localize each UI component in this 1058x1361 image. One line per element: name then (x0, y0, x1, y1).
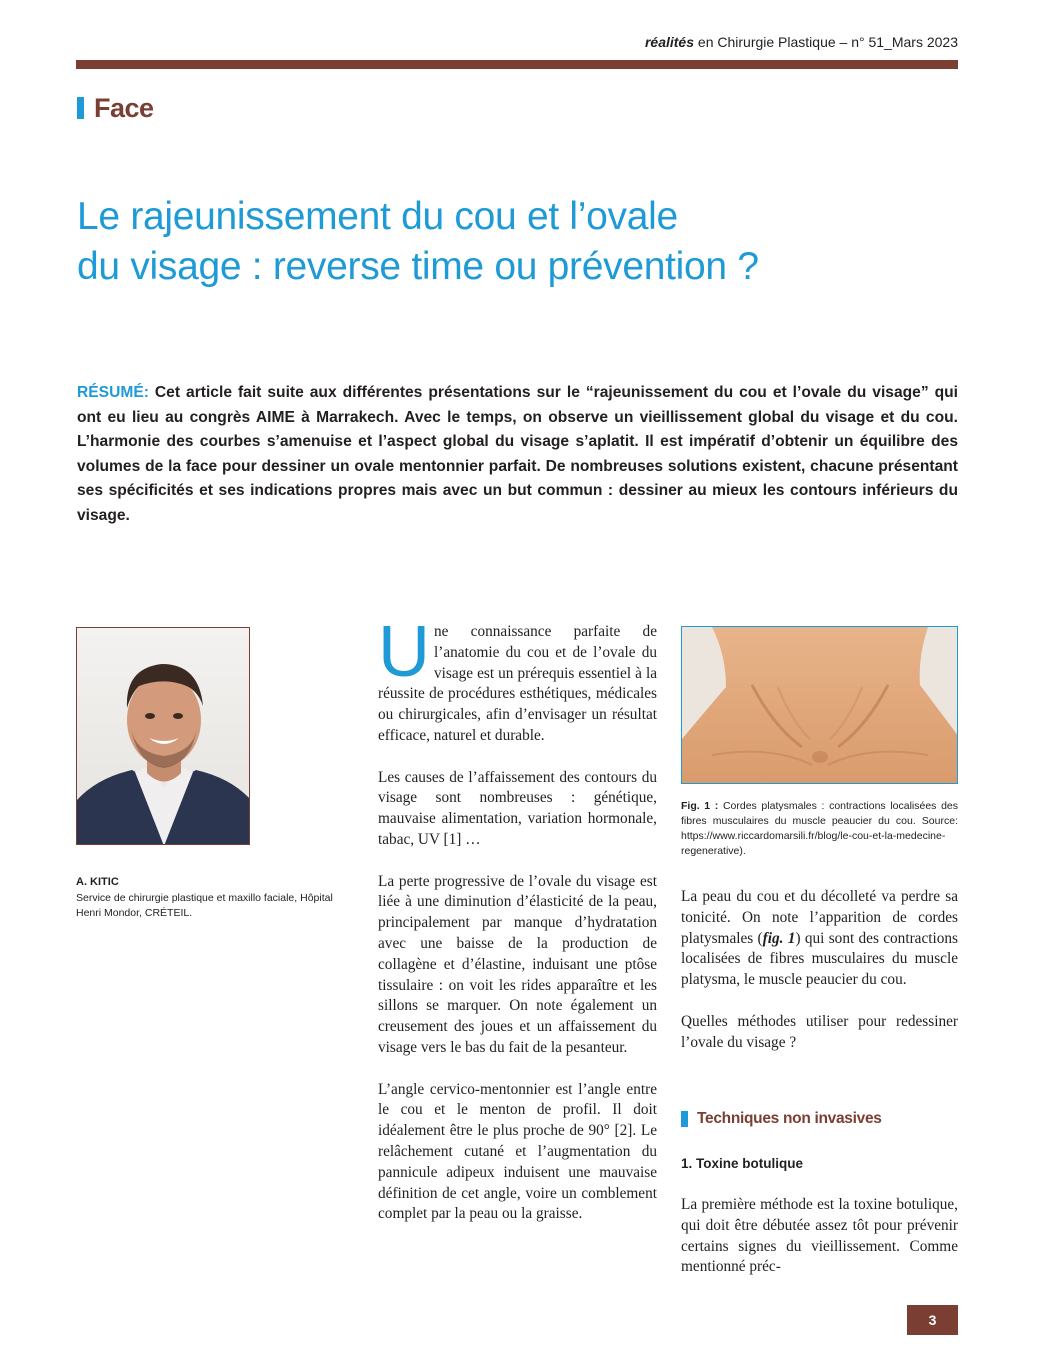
right-paragraph-2: Quelles méthodes utiliser pour redessiner l’ovale du visage ? (681, 1012, 958, 1051)
sub-subheading-toxine: 1. Toxine botulique (681, 1156, 804, 1171)
subheading-marker (681, 1111, 688, 1127)
figure-caption-text: Cordes platysmales : contractions localisées des fibres musculaires du muscle peaucier du cou. Source: https://www.riccardomarsili.fr/blog/le-cou-et-la-medecine-regenerative). (681, 800, 958, 857)
subheading-label: Techniques non invasives (697, 1110, 882, 1127)
right-paragraph-1-a: La peau du cou et du décolleté va perdre sa tonicité. On note l’apparition de cordes platysmales ( (681, 888, 958, 947)
article-title (77, 192, 977, 292)
section-tag (77, 92, 154, 124)
section-marker (77, 97, 84, 119)
body-paragraph (378, 612, 657, 747)
body-column-middle (378, 612, 657, 1246)
title-line-1: Le rajeunissement du cou et l’ovale (77, 195, 678, 238)
neck-illustration (682, 627, 958, 784)
abstract (77, 381, 958, 528)
figure-1-caption (681, 799, 958, 859)
figure-reference-link[interactable]: fig. 1 (762, 929, 796, 947)
journal-header (80, 34, 958, 50)
author-affiliation: Service de chirurgie plastique et maxillo faciale, Hôpital Henri Mondor, CRÉTEIL. (76, 892, 333, 919)
figure-label: Fig. 1 : (681, 800, 719, 812)
right-paragraph-3: La première méthode est la toxine botulique, qui doit être débutée assez tôt pour prévenir certains signes du vieillissement. Comme mentionné préc- (681, 1196, 958, 1276)
journal-issue: en Chirurgie Plastique – n° 51_Mars 2023 (694, 34, 958, 50)
body-column-right (681, 887, 958, 1074)
title-line-2: du visage : reverse time ou prévention ? (77, 245, 759, 288)
author-name: A. KITIC (76, 876, 119, 888)
author-photo (76, 627, 250, 845)
journal-name: réalités (644, 34, 695, 50)
subheading-techniques (681, 1110, 882, 1128)
top-rule (76, 60, 958, 69)
right-paragraph-1-b: ) qui sont des contractions localisées de fibres musculaires du muscle platysma, le muscle peaucier du cou. (681, 929, 959, 989)
body-paragraph-4: L’angle cervico-mentonnier est l’angle entre le cou et le menton de profil. Il doit idéalement être le plus proche de 90° [2]. Le relâchement cutané et l’augmentation du pannicule adipeux induisent une mauvaise définition de cet angle, voire un comblement complet par la peau ou la graisse. (378, 1080, 657, 1223)
abstract-lead: RÉSUMÉ: (77, 384, 149, 401)
body-paragraph-3: La perte progressive de l’ovale du visage est liée à une diminution d’élasticité de la peau, principalement par manque d’hydratation avec une baisse de la production de collagène et d’élastine, induisant une ptôse tissulaire : on voit les rides apparaître et les sillons se marquer. On note également un creusement des joues et un affaissement du visage vers le bas du fait de la pesanteur. (378, 872, 657, 1056)
body-paragraph-2: Les causes de l’affaissement des contours du visage sont nombreuses : génétique, mauvaise alimentation, variation hormonale, tabac, UV [1] … (378, 768, 657, 848)
author-portrait-illustration (77, 628, 250, 845)
abstract-text: Cet article fait suite aux différentes présentations sur le “rajeunissement du cou et l’ovale du visage” qui ont eu lieu au congrès AIME à Marrakech. Avec le temps, on observe un vieillissement global du visage et du cou. L’harmonie des courbes s’amenuise et l’aspect global du visage s’aplatit. Il est impératif d’obtenir un équilibre des volumes de la face pour dessiner un ovale mentonnier parfait. De nombreuses solutions existent, chacune présentant ses spécificités et ses indications propres mais avec un but commun : dessiner au mieux les contours inférieurs du visage. (77, 384, 958, 524)
drop-cap: U (378, 612, 430, 692)
body-paragraph-1-text: ne connaissance parfaite de l’anatomie du cou et de l’ovale du visage est un prérequis essentiel à la réussite de procédures esthétiques, médicales ou chirurgicales, afin d’envisager un résultat efficace, naturel et durable. (378, 623, 657, 744)
figure-1-photo (681, 626, 958, 784)
page-number: 3 (907, 1305, 958, 1335)
right-paragraph-1 (681, 887, 958, 991)
section-label: Face (94, 92, 154, 123)
